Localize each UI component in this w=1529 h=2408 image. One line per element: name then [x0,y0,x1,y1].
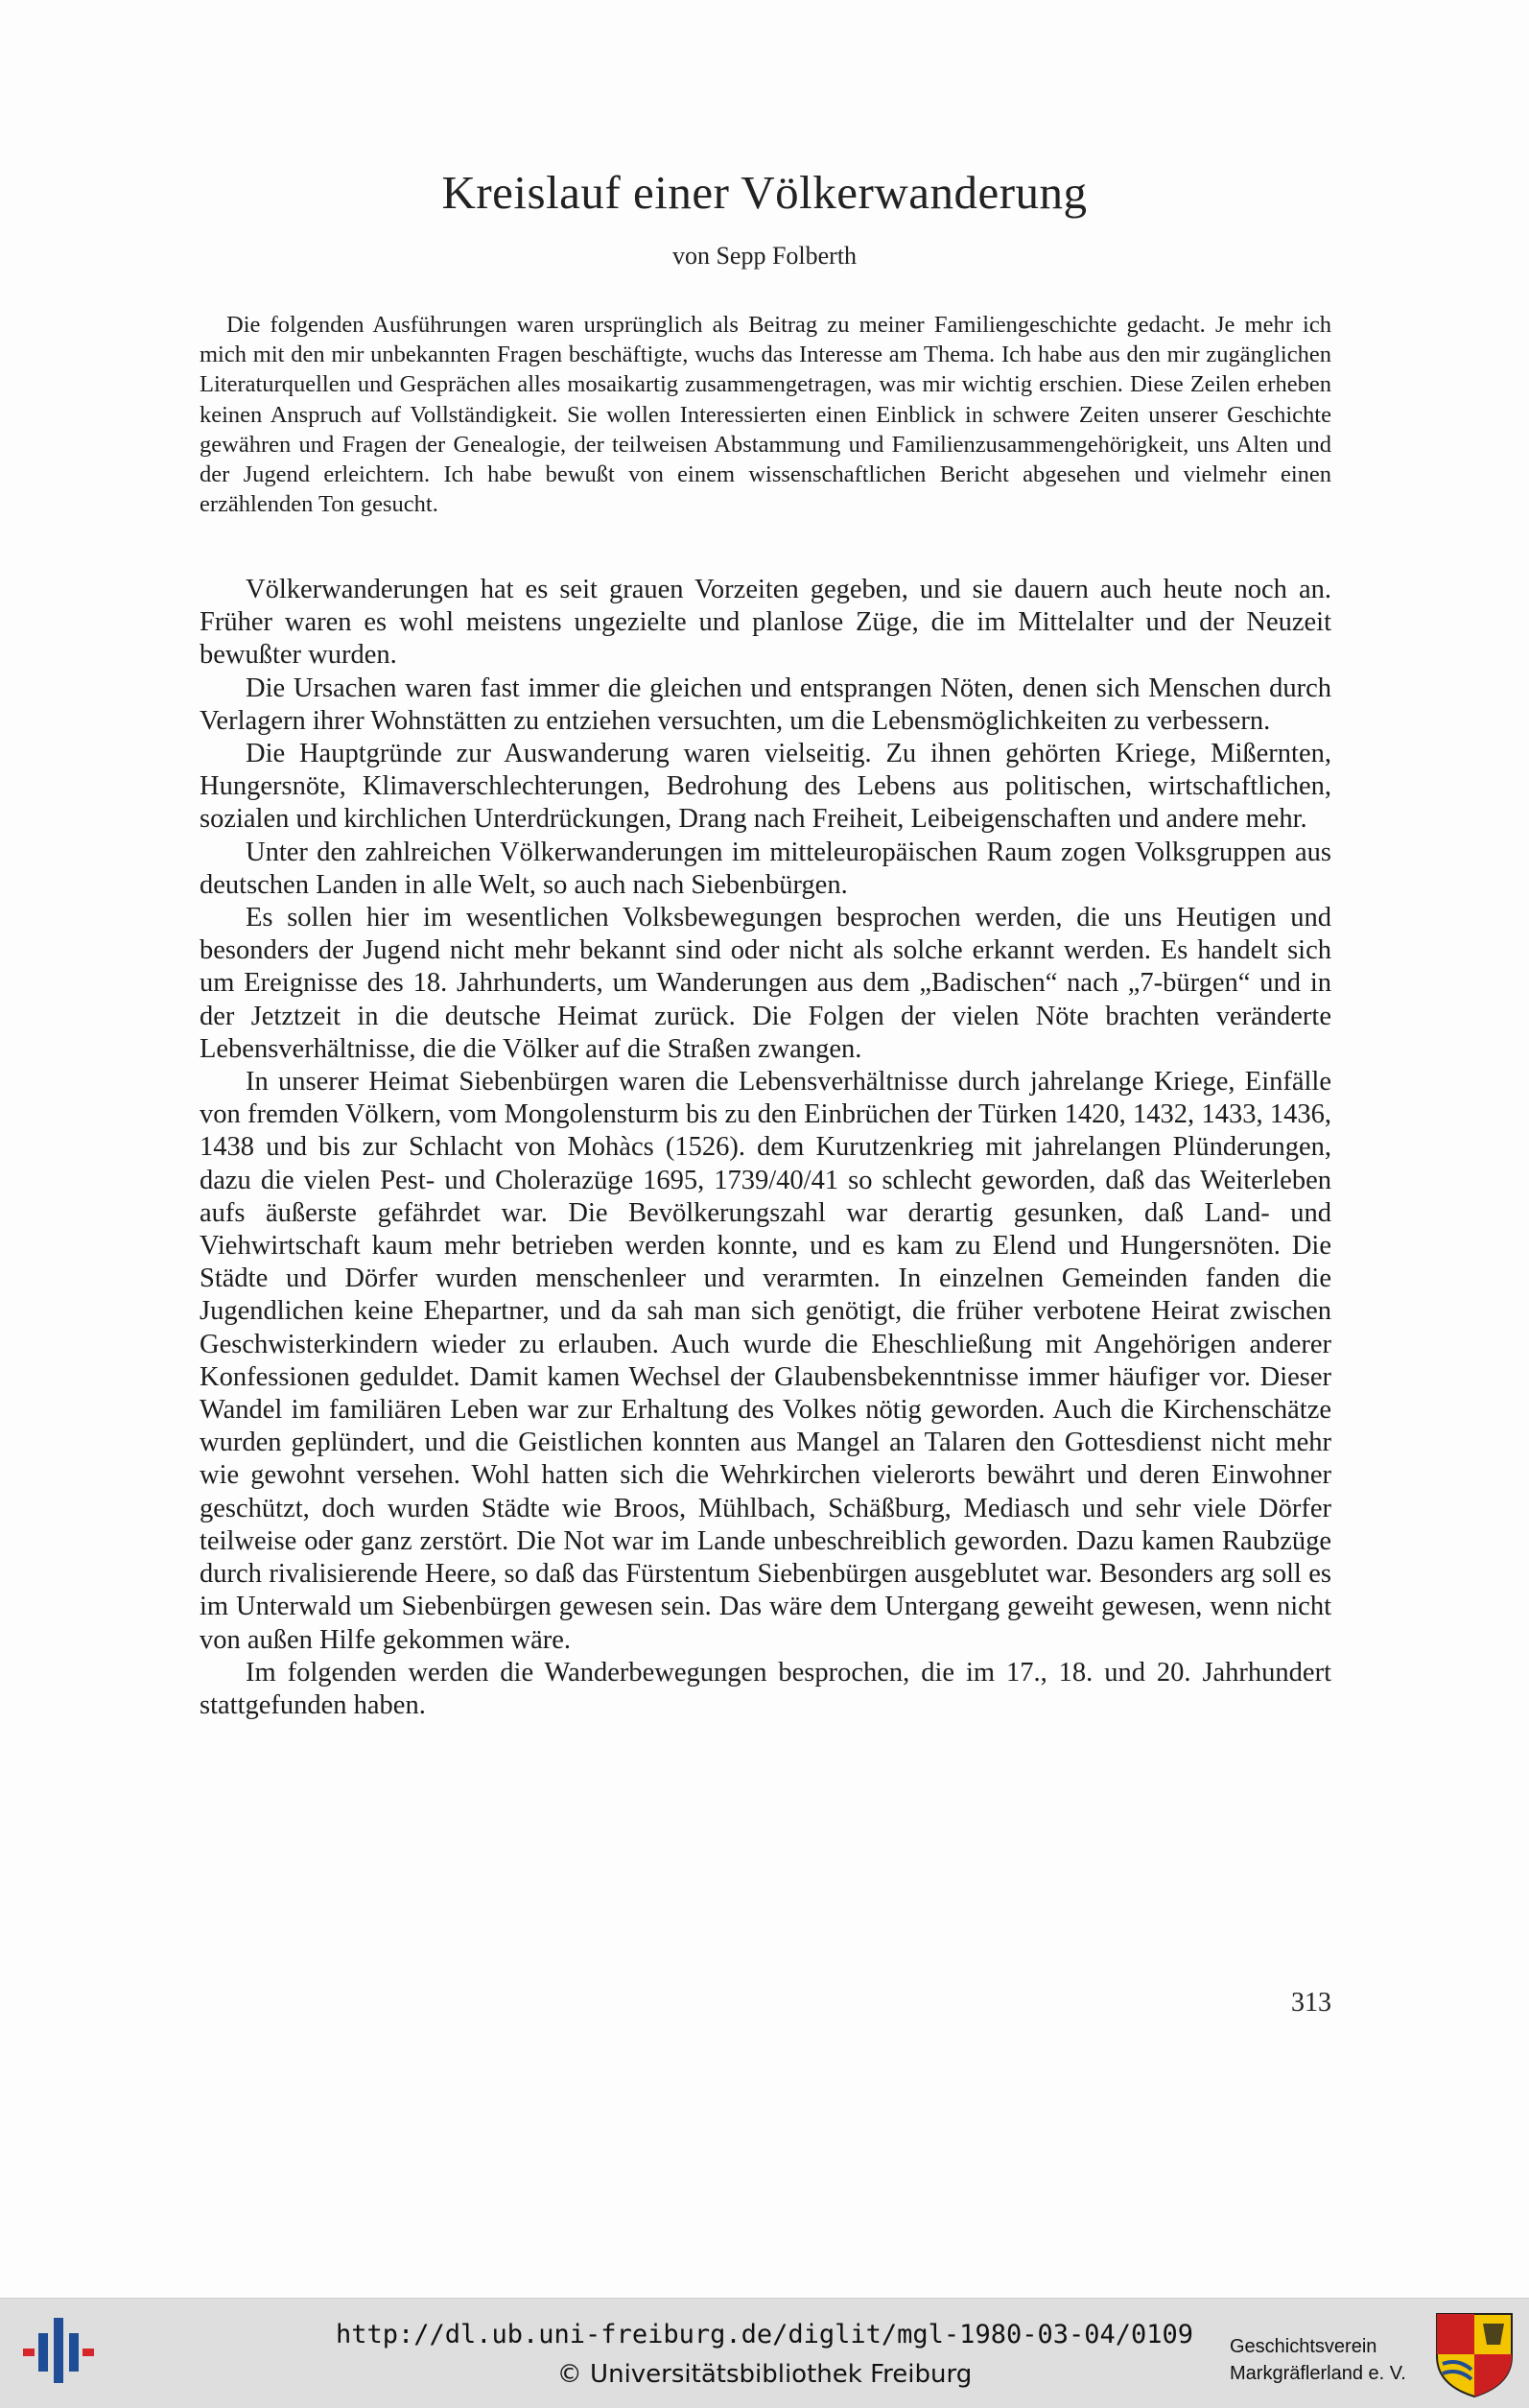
intro-paragraph: Die folgenden Ausführungen waren ursprünglich als Beitrag zu meiner Familiengeschichte gedacht. Je mehr ich mich mit den mir unbekannten Fragen beschäftigte, wuchs das Interesse am Thema. Ich habe aus den mir zugänglichen Literaturquellen und Gesprächen alles mosaikartig zusammengetragen, was mir wichtig erschien. Diese Zeilen erheben keinen Anspruch auf Vollständigkeit. Sie wollen Interessierten einen Einblick in schwere Zeiten unserer Geschichte gewähren und Fragen der Genealogie, der teilweisen Abstammung und Familienzusammengehörigkeit, uns Alten und der Jugend erleichtern. Ich habe bewußt von einem wissenschaftlichen Bericht abgesehen und vielmehr einen erzählenden Ton gesucht. [200,312,1331,518]
body-paragraph: Es sollen hier im wesentlichen Volksbewegungen besprochen werden, die uns Heutigen und besonders der Jugend nicht mehr bekannt sind oder nicht als solche erkannt werden. Es handelt sich um Ereignisse des 18. Jahrhunderts, um Wanderungen aus dem „Badischen“ nach „7-bürgen“ und in der Jetztzeit in die deutsche Heimat zurück. Die Folgen der vielen Nöte brachten veränderte Lebensverhältnisse, die die Völker auf die Straßen zwangen. [200,903,1331,1064]
article-body [200,574,1331,1722]
footer-bar [0,2298,1529,2408]
coat-of-arms-icon [1433,2310,1516,2398]
body-paragraph: Völkerwanderungen hat es seit grauen Vorzeiten gegeben, und sie dauern auch heute noch an. Früher waren es wohl meistens ungezielte und planlose Züge, die im Mittelalter und der Neuzeit bewußter wurden. [200,575,1331,671]
society-name-line1: Geschichtsverein [1230,2336,1377,2357]
article-intro [200,310,1331,519]
body-paragraph: Die Hauptgründe zur Auswanderung waren vielseitig. Zu ihnen gehörten Kriege, Mißernten, Hungersnöte, Klimaverschlechterungen, Bedrohung des Lebens aus politischen, wirtschaftlichen, sozialen und kirchlichen Unterdrückungen, Drang nach Freiheit, Leibeigenschaften und andere mehr. [200,739,1331,835]
body-paragraph: Die Ursachen waren fast immer die gleichen und entsprangen Nöten, denen sich Menschen durch Verlagern ihrer Wohnstätten zu entziehen versuchten, um die Lebensmöglichkeiten zu verbessern. [200,673,1331,736]
footer-copyright: © Universitätsbibliothek Freiburg [556,2360,973,2389]
society-name [1230,2333,1422,2387]
article-author: von Sepp Folberth [671,242,858,270]
article-title: Kreislauf einer Völkerwanderung [441,166,1088,219]
footer-url-link[interactable]: http://dl.ub.uni-freiburg.de/diglit/mgl-1980-03-04/0109 [335,2320,1194,2349]
society-name-line2: Markgräflerland e. V. [1230,2363,1406,2384]
body-paragraph: Im folgenden werden die Wanderbewegungen besprochen, die im 17., 18. und 20. Jahrhundert stattgefunden haben. [200,1657,1331,1720]
body-paragraph: In unserer Heimat Siebenbürgen waren die Lebensverhältnisse durch jahrelange Kriege, Einfälle von fremden Völkern, vom Mongolensturm bis zu den Einbrüchen der Türken 1420, 1432, 1433, 1436, 1438 und bis zur Schlacht von Mohàcs (1526). dem Kurutzenkrieg mit jahrelangen Plünderungen, dazu die vielen Pest- und Cholerazüge 1695, 1739/40/41 so schlecht geworden, daß das Weiterleben aufs äußerste gefährdet war. Die Bevölkerungszahl war derartig gesunken, daß Land- und Viehwirtschaft kaum mehr betrieben werden konnte, und es kam zu Elend und Hungersnöten. Die Städte und Dörfer wurden menschenleer und verarmten. In einzelnen Gemeinden fanden die Jugendlichen keine Ehepartner, und da sah man sich genötigt, die früher verbotene Heirat zwischen Geschwisterkindern wieder zu erlauben. Auch wurde die Eheschließung mit Angehörigen anderer Konfessionen geduldet. Damit kamen Wechsel der Glaubensbekenntnisse immer häufiger vor. Dieser Wandel im familiären Leben war zur Erhaltung des Volkes nötig geworden. Auch die Kirchenschätze wurden geplündert, und die Geistlichen konnten aus Mangel an Talaren den Gottesdienst nicht mehr wie gewohnt versehen. Wohl hatten sich die Wehrkirchen vielerorts bewährt und deren Einwohner geschützt, doch wurden Städte wie Broos, Mühlbach, Schäßburg, Mediasch und sehr viele Dörfer teilweise oder ganz zerstört. Die Not war im Lande unbeschreiblich geworden. Dazu kamen Raubzüge durch rivalisierende Heere, so daß das Fürstentum Siebenbürgen ausgeblutet war. Besonders arg soll es im Unterwald um Siebenbürgen gewesen sein. Das wäre dem Untergang geweiht gewesen, wenn nicht von außen Hilfe gekommen wäre. [200,1067,1331,1655]
body-paragraph: Unter den zahlreichen Völkerwanderungen im mitteleuropäischen Raum zogen Volksgruppen aus deutschen Landen in alle Welt, so auch nach Siebenbürgen. [200,837,1331,900]
page-number: 313 [1291,1988,1331,2018]
